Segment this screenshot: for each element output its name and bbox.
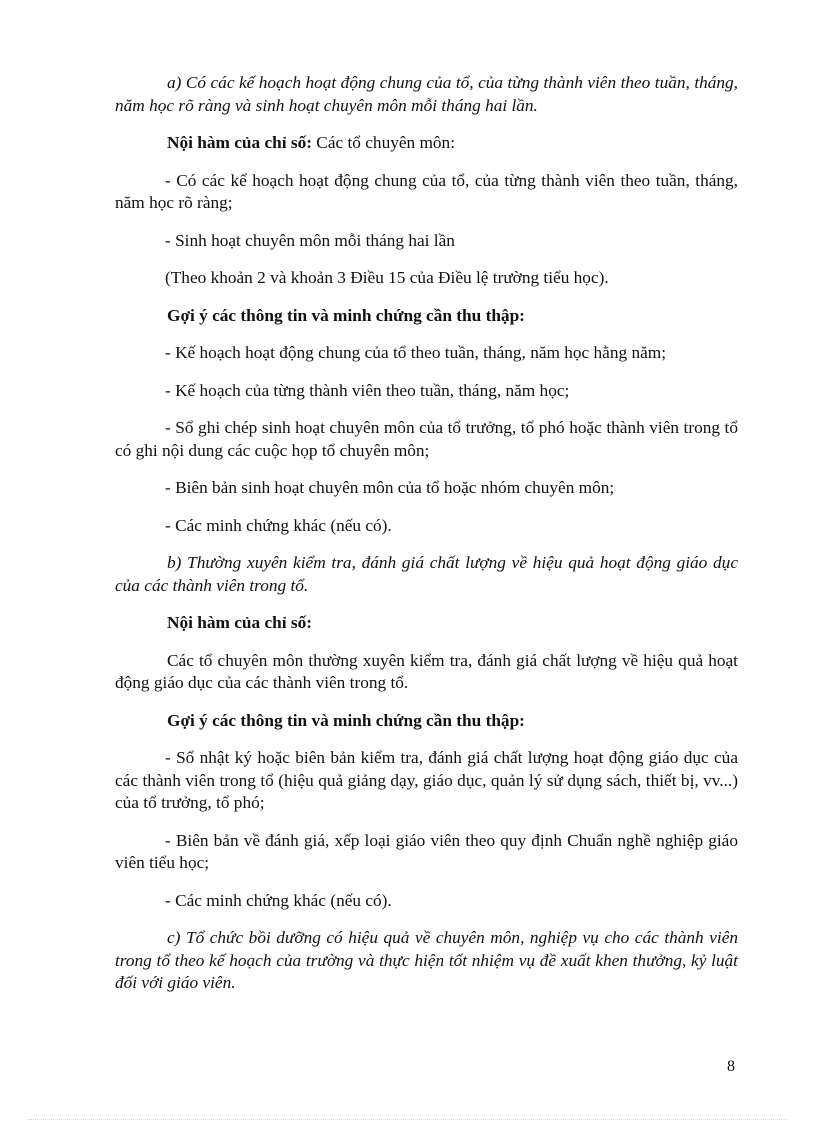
list-item: - Sổ ghi chép sinh hoạt chuyên môn của tổ trưởng, tổ phó hoặc thành viên trong tổ có ghi nội dung các cuộc họp tổ chuyên môn; [115, 418, 738, 460]
legal-reference: (Theo khoản 2 và khoản 3 Điều 15 của Điều lệ trường tiểu học). [165, 268, 609, 287]
page-body [115, 72, 738, 1010]
list-item: - Biên bản về đánh giá, xếp loại giáo viên theo quy định Chuẩn nghề nghiệp giáo viên tiểu học; [115, 830, 738, 872]
criterion-c-text: c) Tổ chức bồi dưỡng có hiệu quả về chuyên môn, nghiệp vụ cho các thành viên trong tổ theo kế hoạch của trường và thực hiện tốt nhiệm vụ đề xuất khen thưởng, kỷ luật đối với giáo viên. [115, 928, 738, 992]
page-bottom-divider [28, 1119, 788, 1120]
list-item: - Biên bản sinh hoạt chuyên môn của tổ hoặc nhóm chuyên môn; [165, 478, 615, 497]
evidence-heading-a: Gợi ý các thông tin và minh chứng cần thu thập: [167, 305, 525, 325]
indicator-definition-label: Nội hàm của chỉ số: [167, 133, 312, 152]
list-item: - Các minh chứng khác (nếu có). [165, 515, 392, 535]
list-item: - Kế hoạch của từng thành viên theo tuần, tháng, năm học; [165, 380, 570, 400]
page-number: 8 [727, 1058, 735, 1075]
indicator-definition-a [115, 132, 738, 155]
list-item: - Có các kế hoạch hoạt động chung của tổ, của từng thành viên theo tuần, tháng, năm học rõ ràng; [115, 170, 738, 212]
criterion-a-text: a) Có các kế hoạch hoạt động chung của tổ, của từng thành viên theo tuần, tháng, năm học rõ ràng và sinh hoạt chuyên môn mỗi tháng hai lần. [115, 73, 738, 115]
indicator-definition-b: Các tổ chuyên môn thường xuyên kiểm tra, đánh giá chất lượng về hiệu quả hoạt động giáo dục của các thành viên trong tổ. [115, 650, 738, 692]
list-item: - Sinh hoạt chuyên môn mỗi tháng hai lần [165, 230, 455, 250]
list-item: - Sổ nhật ký hoặc biên bản kiểm tra, đánh giá chất lượng hoạt động giáo dục của các thành viên trong tổ (hiệu quả giảng dạy, giáo dục, quản lý sử dụng sách, thiết bị, vv...) của tổ trưởng, tổ phó; [115, 748, 738, 812]
list-item: - Các minh chứng khác (nếu có). [165, 890, 392, 910]
indicator-definition-text: Các tổ chuyên môn: [311, 133, 456, 152]
list-item: - Kế hoạch hoạt động chung của tổ theo tuần, tháng, năm học hằng năm; [165, 343, 667, 362]
indicator-definition-heading-b: Nội hàm của chỉ số: [167, 613, 312, 632]
criterion-b-text: b) Thường xuyên kiểm tra, đánh giá chất lượng về hiệu quả hoạt động giáo dục của các thành viên trong tổ. [115, 553, 738, 595]
evidence-heading-b: Gợi ý các thông tin và minh chứng cần thu thập: [167, 710, 525, 730]
